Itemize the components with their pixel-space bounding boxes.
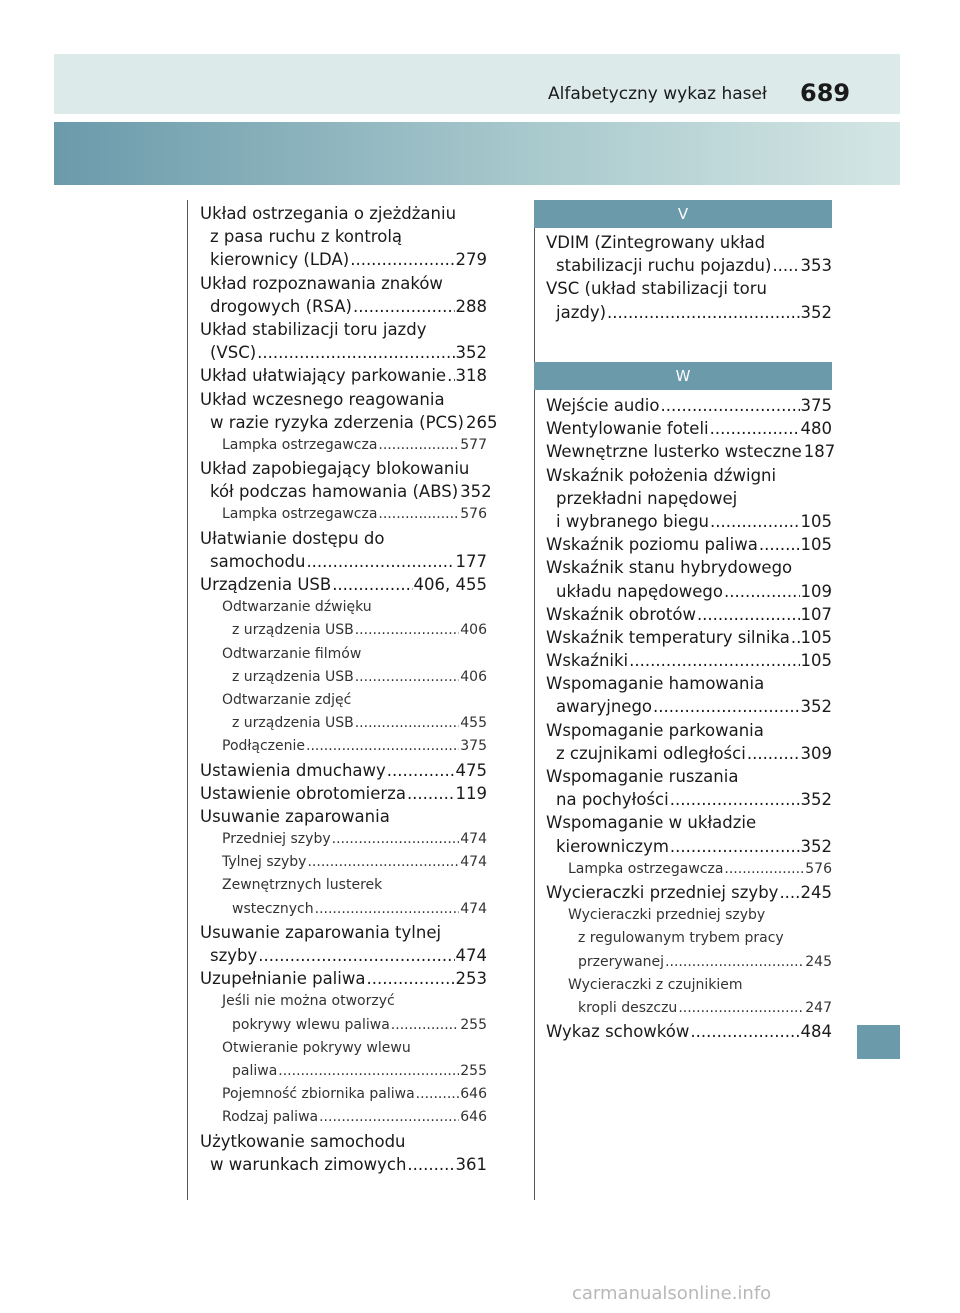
index-entry	[546, 672, 832, 718]
entry-label: Wykaz schowków	[546, 1022, 690, 1042]
index-entry	[200, 759, 487, 782]
entry-text-line: Odtwarzanie zdjęć	[222, 691, 352, 708]
page-reference: 253	[455, 969, 487, 989]
entry-page-line	[546, 580, 832, 603]
index-entry	[546, 603, 832, 626]
page-reference: 475	[455, 760, 487, 780]
entry-label: przerywanej	[578, 953, 665, 970]
index-subentry	[546, 858, 832, 881]
index-entry	[546, 417, 832, 440]
entry-page-line	[200, 550, 487, 573]
leader-dots	[791, 626, 800, 649]
index-entry	[200, 921, 487, 967]
entry-page-line	[546, 533, 832, 556]
entry-page-line	[200, 248, 487, 271]
entry-page-line	[200, 851, 487, 874]
entry-page-line	[200, 898, 487, 921]
entry-label: drogowych (RSA)	[210, 296, 352, 316]
entry-text-line: Wspomaganie parkowania	[546, 720, 764, 740]
index-entry	[546, 464, 832, 534]
entry-page-line	[546, 301, 832, 324]
leader-dots	[690, 1020, 799, 1043]
leader-dots	[447, 364, 454, 387]
index-subentry	[200, 434, 487, 457]
entry-page-line	[200, 411, 498, 434]
entry-page-line	[200, 944, 487, 967]
entry-page-line	[200, 666, 487, 689]
leader-dots	[678, 997, 804, 1020]
entry-text-line: Wycieraczki z czujnikiem	[568, 976, 743, 993]
entry-label: z urządzenia USB	[232, 668, 354, 685]
leader-dots	[355, 712, 460, 735]
index-entry	[200, 805, 487, 828]
page-reference: 474	[460, 900, 487, 917]
side-thumb-tab	[857, 1025, 900, 1059]
page-reference: 105	[800, 651, 832, 671]
entry-page-line	[200, 1083, 487, 1106]
section-w-entries	[546, 394, 836, 1043]
entry-text-line: Wspomaganie ruszania	[546, 767, 739, 786]
entry-label: z urządzenia USB	[232, 715, 354, 732]
index-subentry	[200, 990, 487, 1036]
leader-dots	[724, 858, 804, 881]
entry-label: Uzupełnianie paliwa	[200, 969, 366, 989]
index-entry	[200, 318, 487, 364]
page-reference: 255	[460, 1062, 487, 1079]
entry-label: kierownicy (LDA)	[210, 250, 350, 270]
index-entry	[200, 782, 487, 805]
header-band	[54, 54, 900, 114]
entry-page-line	[200, 1060, 487, 1083]
entry-label: Ustawienia dmuchawy	[200, 760, 386, 780]
entry-page-line	[200, 712, 487, 735]
leader-dots	[710, 417, 800, 440]
entry-page-line	[546, 858, 832, 881]
index-subentry	[200, 1106, 487, 1129]
leader-dots	[350, 248, 454, 271]
entry-page-line	[546, 1020, 832, 1043]
entry-text-line: Ułatwianie dostępu do	[200, 528, 385, 548]
entry-text-line: przekładni napędowej	[556, 488, 738, 508]
entry-page-line	[200, 434, 487, 457]
page-reference: 576	[460, 506, 487, 523]
entry-text-line: Wspomaganie w układzie	[546, 813, 757, 833]
page-reference: 288	[455, 296, 487, 316]
entry-page-line	[546, 603, 832, 626]
index-entry	[200, 967, 487, 990]
entry-page-line	[200, 1106, 487, 1129]
index-entry	[546, 626, 832, 649]
entry-text-line: Odtwarzanie filmów	[222, 645, 362, 662]
leader-dots	[332, 828, 460, 851]
page-reference: 352	[460, 482, 492, 502]
entry-label: kierowniczym	[556, 836, 669, 856]
page-reference: 646	[460, 1109, 487, 1126]
entry-page-line	[546, 835, 832, 858]
page-reference: 406, 455	[413, 575, 487, 594]
entry-page-line	[200, 1014, 487, 1037]
entry-label: paliwa	[232, 1062, 278, 1079]
leader-dots	[407, 1153, 454, 1176]
entry-text-line: Układ rozpoznawania znaków	[200, 273, 443, 293]
section-header-v: V	[534, 200, 832, 228]
entry-text-line: Układ ostrzegania o zjeżdżaniu	[200, 204, 457, 223]
index-subentry	[200, 1037, 487, 1083]
left-column-rule	[187, 200, 188, 1200]
leader-dots	[257, 341, 454, 364]
entry-label: Podłączenie	[222, 738, 305, 755]
leader-dots	[772, 254, 799, 277]
entry-page-line	[200, 619, 487, 642]
index-subentry	[200, 689, 487, 735]
entry-page-line	[200, 295, 487, 318]
index-subentry	[200, 828, 487, 851]
entry-label: kół podczas hamowania (ABS)	[210, 482, 459, 502]
page-reference: 474	[460, 831, 487, 848]
leader-dots	[319, 1106, 459, 1129]
entry-page-line	[200, 573, 487, 596]
entry-label: jazdy)	[556, 302, 607, 322]
leader-dots	[724, 580, 800, 603]
entry-label: Pojemność zbiornika paliwa	[222, 1086, 415, 1103]
index-subentry	[200, 503, 487, 526]
leader-dots	[759, 533, 800, 556]
page-reference: 245	[805, 953, 832, 970]
page-reference: 406	[460, 622, 487, 639]
page-reference: 352	[455, 343, 487, 363]
page-reference: 474	[455, 946, 487, 965]
entry-page-line	[546, 254, 832, 277]
entry-label: Ustawienie obrotomierza	[200, 783, 406, 803]
leader-dots	[407, 782, 455, 805]
leader-dots	[660, 394, 799, 417]
page-reference: 406	[460, 668, 487, 685]
index-subentry	[200, 1083, 487, 1106]
page-reference: 375	[460, 738, 487, 755]
page-reference: 375	[800, 396, 832, 415]
leader-dots	[307, 851, 459, 874]
page-reference: 105	[800, 627, 832, 647]
entry-label: w warunkach zimowych	[210, 1154, 407, 1174]
leader-dots	[315, 898, 460, 921]
entry-page-line	[546, 742, 832, 765]
leader-dots	[416, 1083, 460, 1106]
entry-page-line	[546, 997, 832, 1020]
page-reference: 484	[800, 1022, 832, 1042]
page-reference: 255	[460, 1016, 487, 1033]
entry-label: Przedniej szyby	[222, 831, 331, 848]
index-subentry	[200, 643, 487, 689]
index-entry	[200, 527, 487, 573]
entry-label: (VSC)	[210, 343, 257, 363]
entry-page-line	[546, 626, 832, 649]
index-entry	[546, 811, 832, 857]
index-entry	[200, 202, 487, 272]
index-entry	[546, 231, 832, 277]
leader-dots	[391, 1014, 459, 1037]
page-reference: 480	[800, 419, 832, 439]
entry-page-line	[546, 695, 832, 718]
entry-text-line: VDIM (Zintegrowany układ	[546, 233, 766, 252]
entry-text-line: Zewnętrznych lusterek	[222, 877, 383, 894]
leader-dots	[779, 881, 799, 904]
page-reference: 119	[455, 783, 487, 803]
header-gradient-band	[54, 122, 900, 185]
entry-page-line	[200, 735, 487, 758]
page-reference: 105	[800, 535, 832, 555]
page-header-title: Alfabetyczny wykaz haseł	[548, 84, 767, 104]
entry-text-line: Wycieraczki przedniej szyby	[568, 907, 766, 924]
entry-label: Lampka ostrzegawcza	[568, 860, 724, 877]
entry-page-line	[546, 510, 832, 533]
page-reference: 105	[800, 511, 832, 531]
page-reference: 352	[800, 302, 832, 322]
section-v-entries	[546, 231, 832, 324]
right-column-rule	[534, 200, 535, 1200]
entry-page-line	[200, 1153, 487, 1176]
leader-dots	[306, 735, 459, 758]
entry-page-line	[546, 788, 832, 811]
entry-label: awaryjnego	[556, 697, 653, 717]
entry-text-line: Usuwanie zaparowania	[200, 806, 390, 826]
entry-page-line	[200, 503, 487, 526]
leader-dots	[306, 550, 454, 573]
entry-label: pokrywy wlewu paliwa	[232, 1016, 390, 1033]
leader-dots	[332, 573, 412, 596]
entry-label: Wskaźniki	[546, 651, 629, 671]
leader-dots	[355, 619, 460, 642]
watermark: carmanualsonline.info	[572, 1283, 772, 1304]
leader-dots	[366, 967, 454, 990]
entry-page-line	[200, 967, 487, 990]
left-index-column	[200, 202, 498, 1176]
entry-text-line: Odtwarzanie dźwięku	[222, 599, 372, 616]
leader-dots	[710, 510, 799, 533]
leader-dots	[697, 603, 800, 626]
entry-label: szyby	[210, 946, 258, 965]
page-reference: 577	[460, 436, 487, 453]
leader-dots	[378, 503, 459, 526]
index-entry	[546, 765, 832, 811]
entry-text-line: Układ stabilizacji toru jazdy	[200, 319, 427, 339]
entry-page-line	[546, 951, 832, 974]
entry-label: i wybranego biegu	[556, 511, 710, 531]
index-entry	[546, 440, 836, 463]
page-reference: 474	[460, 854, 487, 871]
index-entry	[200, 573, 487, 596]
entry-text-line: Wskaźnik stanu hybrydowego	[546, 558, 793, 578]
entry-label: Wskaźnik poziomu paliwa	[546, 535, 758, 555]
entry-page-line	[546, 440, 836, 463]
page-reference: 352	[800, 790, 832, 810]
entry-text-line: Usuwanie zaparowania tylnej	[200, 922, 442, 942]
leader-dots	[653, 695, 799, 718]
index-entry	[200, 272, 487, 318]
page-reference: 247	[805, 999, 832, 1016]
entry-text-line: Użytkowanie samochodu	[200, 1131, 406, 1151]
entry-label: Wycieraczki przedniej szyby	[546, 882, 779, 902]
entry-label: Układ ułatwiający parkowanie	[200, 366, 447, 386]
entry-text-line: z regulowanym trybem pracy	[578, 930, 784, 947]
entry-label: Wskaźnik temperatury silnika	[546, 627, 790, 647]
entry-label: kropli deszczu	[578, 999, 678, 1016]
entry-text-line: Układ wczesnego reagowania	[200, 389, 445, 409]
page-reference: 109	[800, 581, 832, 601]
entry-label: Rodzaj paliwa	[222, 1109, 319, 1126]
entry-label: stabilizacji ruchu pojazdu)	[556, 256, 772, 276]
page-reference: 646	[460, 1086, 487, 1103]
page-reference: 318	[455, 366, 487, 386]
entry-label: w razie ryzyka zderzenia (PCS)	[210, 412, 464, 432]
page-reference: 361	[455, 1154, 487, 1174]
entry-label: Wejście audio	[546, 396, 660, 415]
leader-dots	[278, 1060, 459, 1083]
entry-label: Wentylowanie foteli	[546, 419, 709, 439]
entry-page-line	[200, 828, 487, 851]
leader-dots	[665, 951, 804, 974]
entry-label: z czujnikami odległości	[556, 743, 746, 763]
page-reference: 177	[455, 551, 487, 571]
page-reference: 279	[455, 250, 487, 270]
entry-label: Wskaźnik obrotów	[546, 604, 696, 624]
page-reference: 455	[460, 715, 487, 732]
entry-page-line	[200, 480, 492, 503]
leader-dots	[387, 759, 455, 782]
page-reference: 309	[800, 743, 832, 763]
entry-text-line: VSC (układ stabilizacji toru	[546, 279, 767, 299]
index-entry	[546, 533, 832, 556]
index-entry	[546, 649, 832, 672]
index-entry	[200, 1130, 487, 1176]
entry-label: Tylnej szyby	[222, 854, 307, 871]
index-entry	[546, 394, 832, 417]
section-header-w: W	[534, 362, 832, 390]
entry-text-line: Wskaźnik położenia dźwigni	[546, 465, 777, 485]
entry-text-line: Jeśli nie można otworzyć	[222, 993, 395, 1010]
index-entry	[200, 388, 498, 434]
index-entry	[546, 881, 832, 904]
index-subentry	[546, 904, 832, 974]
entry-text-line: z pasa ruchu z kontrolą	[210, 227, 403, 247]
entry-label: samochodu	[210, 551, 306, 571]
entry-label: Wewnętrzne lusterko wsteczne	[546, 442, 802, 462]
index-entry	[200, 364, 487, 387]
entry-text-line: Otwieranie pokrywy wlewu	[222, 1039, 411, 1056]
index-entry	[546, 556, 832, 602]
leader-dots	[607, 301, 799, 324]
index-subentry	[200, 735, 487, 758]
page-reference: 245	[800, 882, 832, 902]
entry-page-line	[200, 759, 487, 782]
entry-label: Lampka ostrzegawcza	[222, 506, 378, 523]
entry-page-line	[200, 341, 487, 364]
leader-dots	[353, 295, 455, 318]
entry-page-line	[200, 782, 487, 805]
page-number: 689	[800, 79, 851, 107]
leader-dots	[258, 944, 454, 967]
index-entry	[546, 1020, 832, 1043]
index-subentry	[546, 974, 832, 1020]
page-reference: 352	[800, 836, 832, 856]
entry-page-line	[546, 417, 832, 440]
entry-page-line	[546, 881, 832, 904]
leader-dots	[670, 788, 800, 811]
page-reference: 107	[800, 604, 832, 624]
page-reference: 576	[805, 860, 832, 877]
leader-dots	[355, 666, 460, 689]
leader-dots	[629, 649, 799, 672]
entry-text-line: Wspomaganie hamowania	[546, 674, 765, 694]
index-subentry	[200, 874, 487, 920]
leader-dots	[747, 742, 800, 765]
leader-dots	[670, 835, 800, 858]
entry-label: wstecznych	[232, 900, 314, 917]
index-entry	[546, 277, 832, 323]
page-reference: 187	[803, 442, 836, 462]
page-reference: 352	[800, 697, 832, 717]
page-reference: 353	[800, 256, 832, 276]
entry-label: Urządzenia USB	[200, 575, 332, 594]
index-subentry	[200, 851, 487, 874]
entry-text-line: Układ zapobiegający blokowaniu	[200, 459, 470, 479]
index-subentry	[200, 596, 487, 642]
entry-label: układu napędowego	[556, 581, 723, 601]
leader-dots	[378, 434, 459, 457]
index-entry	[546, 719, 832, 765]
page-reference: 265	[465, 412, 498, 432]
index-entry	[200, 457, 492, 503]
entry-page-line	[546, 394, 832, 417]
entry-label: z urządzenia USB	[232, 622, 354, 639]
entry-label: Lampka ostrzegawcza	[222, 436, 378, 453]
entry-page-line	[200, 364, 487, 387]
entry-page-line	[546, 649, 832, 672]
entry-label: na pochyłości	[556, 790, 669, 810]
